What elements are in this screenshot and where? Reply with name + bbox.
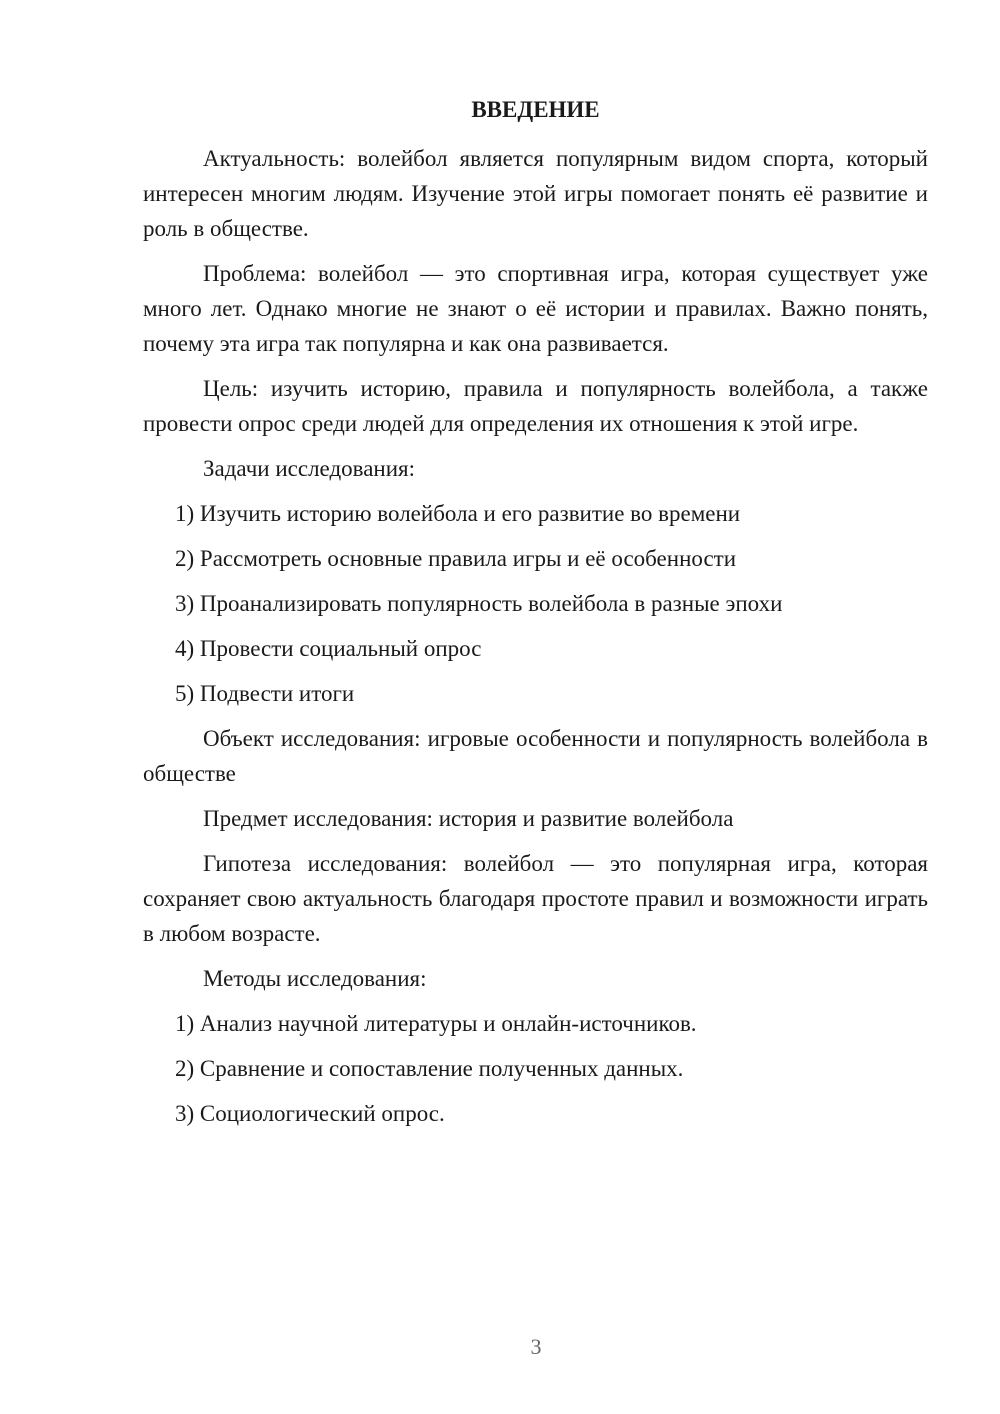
goal-paragraph: Цель: изучить историю, правила и популярность волейбола, а также провести опрос среди людей для определения их отношения к этой игре. — [143, 376, 928, 436]
methods-heading: Методы исследования: — [203, 966, 427, 991]
list-item: 2) Рассмотреть основные правила игры и её особенности — [175, 546, 737, 571]
subject-paragraph: Предмет исследования: история и развитие волейбола — [203, 806, 734, 831]
object-paragraph: Объект исследования: игровые особенности и популярность волейбола в обществе — [143, 726, 928, 786]
page-number: 3 — [530, 1334, 542, 1359]
hypothesis-paragraph: Гипотеза исследования: волейбол — это популярная игра, которая сохраняет свою актуальность благодаря простоте правил и возможности играть в любом возрасте. — [143, 851, 928, 946]
section-title: ВВЕДЕНИЕ — [471, 97, 600, 122]
list-item: 1) Изучить историю волейбола и его развитие во времени — [175, 501, 741, 526]
list-item: 1) Анализ научной литературы и онлайн-источников. — [175, 1011, 697, 1036]
page-content — [143, 95, 928, 1141]
list-item: 5) Подвести итоги — [175, 681, 355, 706]
list-item: 2) Сравнение и сопоставление полученных данных. — [175, 1056, 684, 1081]
list-item: 4) Провести социальный опрос — [175, 636, 482, 661]
list-item: 3) Проанализировать популярность волейбола в разные эпохи — [175, 591, 783, 616]
methods-list — [143, 1006, 928, 1131]
tasks-heading: Задачи исследования: — [203, 456, 416, 481]
problem-paragraph: Проблема: волейбол — это спортивная игра, которая существует уже много лет. Однако многие не знают о её истории и правилах. Важно понять, почему эта игра так популярна и как она развивается. — [143, 261, 928, 356]
relevance-paragraph: Актуальность: волейбол является популярным видом спорта, который интересен многим людям. Изучение этой игры помогает понять её развитие и роль в обществе. — [143, 146, 928, 241]
list-item: 3) Социологический опрос. — [175, 1101, 445, 1126]
tasks-list — [143, 496, 928, 711]
